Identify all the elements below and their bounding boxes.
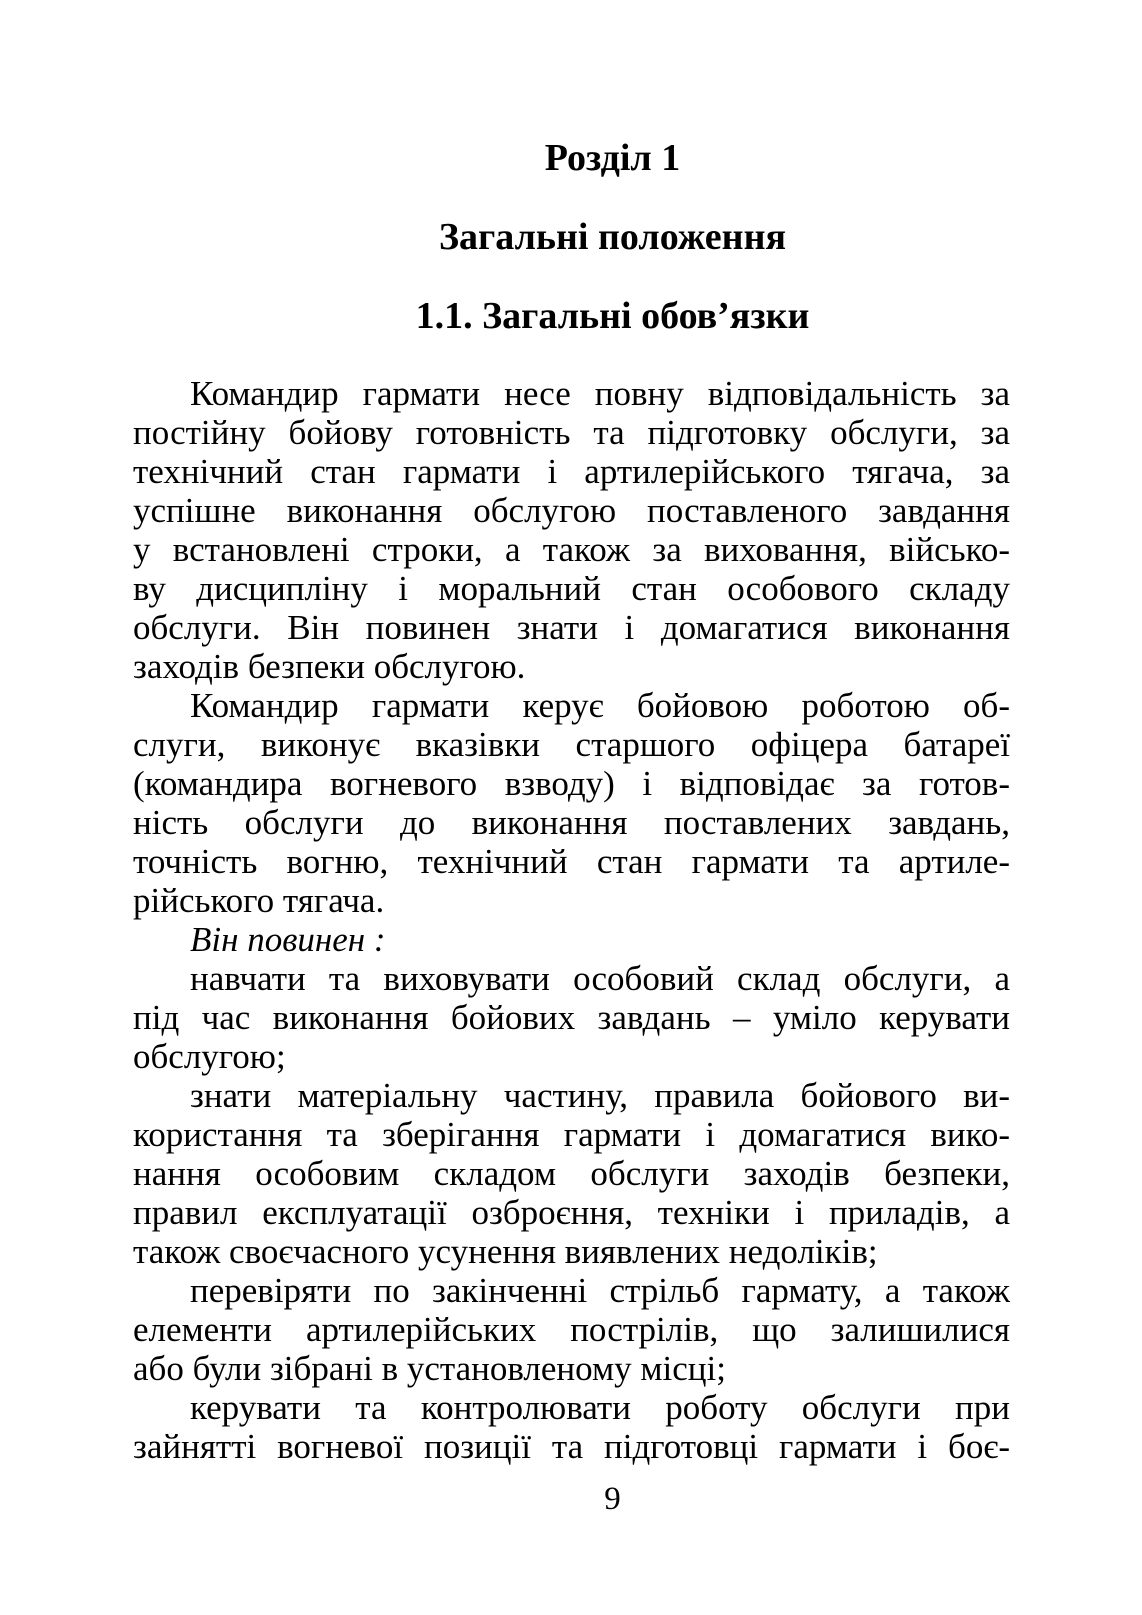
text-line: користання та зберігання гармати і домагатися вико- bbox=[133, 1115, 1010, 1154]
text-line: Він повинен : bbox=[190, 920, 386, 959]
paragraph bbox=[133, 959, 1010, 1076]
paragraph bbox=[133, 1271, 1010, 1388]
text-line: слуги, виконує вказівки старшого офіцера батареї bbox=[133, 725, 1010, 764]
text-line: ність обслуги до виконання поставлених завдань, bbox=[133, 803, 1010, 842]
text-line: обслуги. Він повинен знати і домагатися виконання bbox=[133, 608, 1010, 647]
chapter-heading: Розділ 1 bbox=[544, 137, 681, 179]
text-line: зайнятті вогневої позиції та підготовці гармати і боє- bbox=[133, 1427, 1010, 1466]
paragraph bbox=[133, 374, 1010, 686]
text-line: заходів безпеки обслугою. bbox=[133, 647, 526, 686]
text-line: ву дисципліну і моральний стан особового складу bbox=[133, 569, 1010, 608]
text-line: або були зібрані в установленому місці; bbox=[133, 1349, 726, 1388]
text-line: керувати та контролювати роботу обслуги при bbox=[190, 1388, 1010, 1427]
subsection-heading: 1.1. Загальні обов’язки bbox=[415, 295, 810, 337]
text-line: точність вогню, технічний стан гармати та артиле- bbox=[133, 842, 1010, 881]
text-line: також своєчасного усунення виявлених недоліків; bbox=[133, 1232, 878, 1271]
text-line: постійну бойову готовність та підготовку обслуги, за bbox=[133, 413, 1010, 452]
text-line: рійського тягача. bbox=[133, 881, 385, 920]
text-line: елементи артилерійських пострілів, що залишилися bbox=[133, 1310, 1010, 1349]
text-line: Командир гармати несе повну відповідальність за bbox=[190, 374, 1010, 413]
text-line: обслугою; bbox=[133, 1037, 286, 1076]
page-content bbox=[133, 138, 1010, 1466]
text-line: навчати та виховувати особовий склад обслуги, а bbox=[190, 959, 1010, 998]
text-line: правил експлуатації озброєння, техніки і приладів, а bbox=[133, 1193, 1010, 1232]
paragraph bbox=[133, 920, 1010, 959]
section-heading: Загальні положення bbox=[438, 216, 787, 258]
text-line: у встановлені строки, а також за виховання, військо- bbox=[133, 530, 1010, 569]
text-line: Командир гармати керує бойовою роботою об- bbox=[190, 686, 1010, 725]
text-line: перевіряти по закінченні стрільб гармату, а також bbox=[190, 1271, 1010, 1310]
text-line: нання особовим складом обслуги заходів безпеки, bbox=[133, 1154, 1010, 1193]
paragraph bbox=[133, 1076, 1010, 1271]
text-line: технічний стан гармати і артилерійського тягача, за bbox=[133, 452, 1010, 491]
text-line: під час виконання бойових завдань – уміло керувати bbox=[133, 998, 1010, 1037]
document-body bbox=[133, 374, 1010, 1466]
paragraph bbox=[133, 1388, 1010, 1466]
text-line: успішне виконання обслугою поставленого завдання bbox=[133, 491, 1010, 530]
page-number: 9 bbox=[604, 1481, 621, 1517]
paragraph bbox=[133, 686, 1010, 920]
headings-block bbox=[133, 138, 1010, 336]
text-line: знати матеріальну частину, правила бойового ви- bbox=[190, 1076, 1010, 1115]
text-line: (командира вогневого взводу) і відповідає за готов- bbox=[133, 764, 1010, 803]
